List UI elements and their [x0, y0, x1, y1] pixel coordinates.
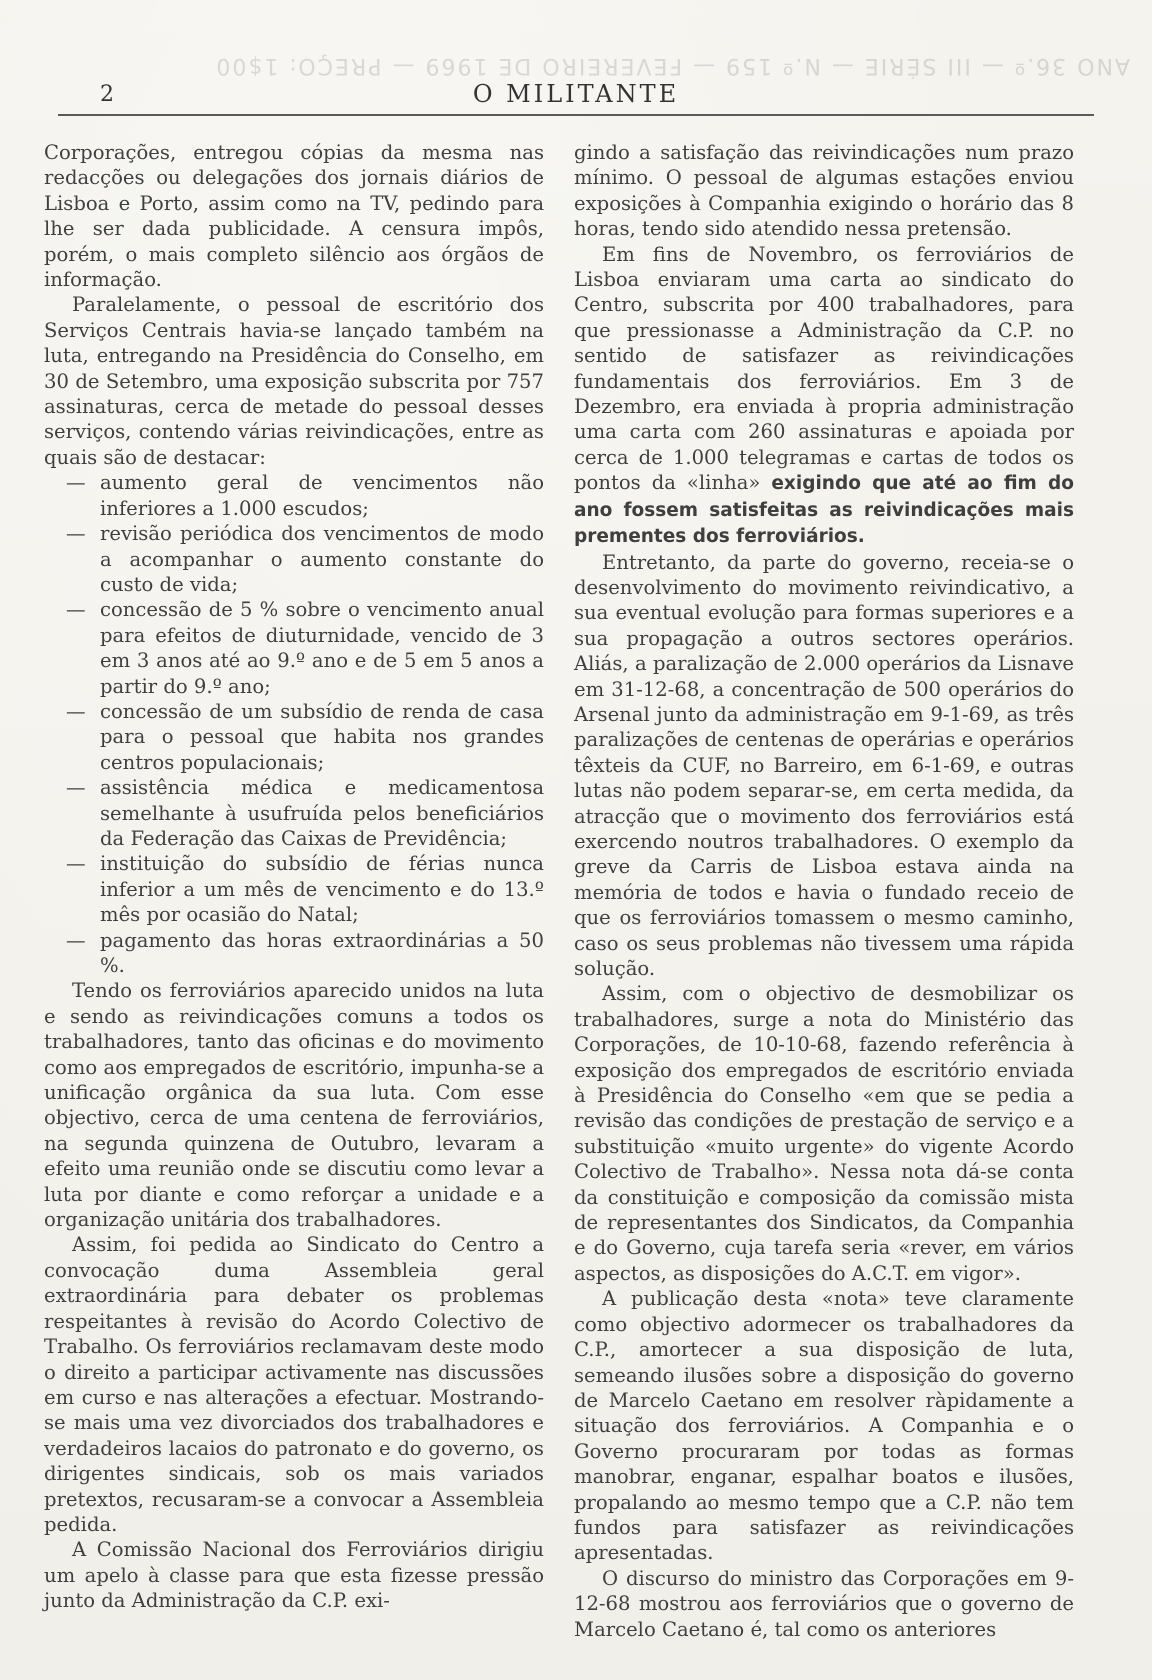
dash-bullet: —	[66, 522, 86, 546]
paragraph: A Comissão Nacional dos Ferroviários dirigiu um apelo à classe para que esta fizesse pressão junto da Administração da C.P. exi-	[44, 1538, 544, 1613]
left-column	[44, 140, 544, 1660]
list-item-text: pagamento das horas extraordinárias a 50 %.	[100, 928, 544, 977]
paragraph	[574, 242, 1074, 550]
paragraph: Assim, com o objectivo de desmobilizar os trabalhadores, surge a nota do Ministério das Corporações, de 10-10-68, fazendo referência à exposição dos empregados de escritório enviada à Presidência do Conselho «em que se pedia a revisão das condições de prestação de serviço e a substituição «muito urgente» do vigente Acordo Colectivo de Trabalho». Nessa nota dá-se conta da constituição e composição da comissão mista de representantes dos Sindicatos, da Companhia e do Governo, cuja tarefa seria «rever, em vários aspectos, as disposições do A.C.T. em vigor».	[574, 982, 1074, 1285]
right-column	[574, 140, 1074, 1660]
masthead-title: O MILITANTE	[472, 80, 680, 108]
page-header	[58, 78, 1094, 112]
list-item-text: assistência médica e medicamentosa semelhante à usufruída pelos beneficiários da Federação das Caixas de Previdência;	[100, 776, 544, 850]
dash-bullet: —	[66, 852, 86, 876]
list-item	[44, 851, 544, 927]
list-item-text: instituição do subsídio de férias nunca inferior a um mês de vencimento e do 13.º mês por ocasião do Natal;	[100, 852, 544, 927]
bold-emphasis-text: exigindo que até ao fim do ano fossem satisfeitas as reivindicações mais prementes dos ferroviários.	[574, 473, 1074, 548]
paragraph: Paralelamente, o pessoal de escritório dos Serviços Centrais havia-se lançado também na luta, entregando na Presidência do Conselho, em 30 de Setembro, uma exposição subscrita por 757 assinaturas, cerca de metade do pessoal desses serviços, contendo várias reivindicações, entre as quais são de destacar:	[44, 293, 544, 469]
page-number: 2	[100, 82, 114, 107]
paragraph: Entretanto, da parte do governo, receia-se o desenvolvimento do movimento reivindicativo, a sua eventual evolução para formas superiores e a sua propagação a outros sectores operários. Aliás, a paralização de 2.000 operários da Lisnave em 31-12-68, a concentração de 500 operários do Arsenal junto da administração em 9-1-69, as três paralizações de centenas de operárias e operários têxteis da CUF, no Barreiro, em 6-1-69, e outras lutas não podem separar-se, em certa medida, da atracção que o movimento dos ferroviários está exercendo noutros trabalhadores. O exemplo da greve da Carris de Lisboa estava ainda na memória de todos e havia o fundado receio de que os ferroviários tomassem o mesmo caminho, caso os seus problemas não tivessem uma rápida solução.	[574, 550, 1074, 980]
list-item	[44, 775, 544, 851]
list-item-text: aumento geral de vencimentos não inferiores a 1.000 escudos;	[100, 471, 544, 520]
list-item-text: revisão periódica dos vencimentos de modo a acompanhar o aumento constante do custo de vida;	[100, 522, 544, 596]
list-item-text: concessão de um subsídio de renda de casa para o pessoal que habita nos grandes centros populacionais;	[100, 699, 544, 774]
dash-bullet: —	[66, 776, 86, 800]
paragraph: Tendo os ferroviários aparecido unidos na luta e sendo as reivindicações comuns a todos os trabalhadores, tanto das oficinas e do movimento como aos empregados de escritório, impunha-se a unificação orgânica da sua luta. Com esse objectivo, cerca de uma centena de ferroviários, na segunda quinzena de Outubro, levaram a efeito uma reunião onde se discutiu como levar a luta por diante e como reforçar a unidade e a organização unitária dos trabalhadores.	[44, 979, 544, 1232]
paragraph: Assim, foi pedida ao Sindicato do Centro a convocação duma Assembleia geral extraordinária para debater os problemas respeitantes à revisão do Acordo Colectivo de Trabalho. Os ferroviários reclamavam deste modo o direito a participar activamente nas discussões em curso e nas alterações a efectuar. Mostrando-se mais uma vez divorciados dos trabalhadores e verdadeiros lacaios do patronato e do governo, os dirigentes sindicais, sob os mais variados pretextos, recusaram-se a convocar a Assembleia pedida.	[44, 1233, 544, 1536]
paragraph: O discurso do ministro das Corporações em 9-12-68 mostrou aos ferroviários que o governo de Marcelo Caetano é, tal como os anteriores	[574, 1566, 1074, 1641]
paragraph: A publicação desta «nota» teve claramente como objectivo adormecer os trabalhadores da C.P., amortecer a sua disposição de luta, semeando ilusões sobre a disposição do governo de Marcelo Caetano em resolver ràpidamente a situação dos ferroviários. A Companhia e o Governo procuraram por todas as formas manobrar, enganar, espalhar boatos e ilusões, propalando ao mesmo tempo que a C.P. não tem fundos para satisfazer as reivindicações apresentadas.	[574, 1287, 1074, 1565]
paragraph-text: Em fins de Novembro, os ferroviários de Lisboa enviaram uma carta ao sindicato do Centro, subscrita por 400 trabalhadores, para que pressionasse a Administração da C.P. no sentido de satisfazer as reivindicações fundamentais dos ferroviários. Em 3 de Dezembro, era enviada à propria administração uma carta com 260 assinaturas e apoiada por cerca de 1.000 telegramas e cartas de todos os pontos da «linha»	[574, 242, 1074, 495]
paragraph: gindo a satisfação das reivindicações num prazo mínimo. O pessoal de algumas estações enviou exposições à Companhia exigindo o horário das 8 horas, tendo sido atendido nessa pretensão.	[574, 141, 1074, 241]
list-item	[44, 699, 544, 775]
paragraph: Corporações, entregou cópias da mesma nas redacções ou delegações dos jornais diários de Lisboa e Porto, assim como na TV, pedindo para lhe ser dada publicidade. A censura impôs, porém, o mais completo silêncio aos órgãos de informação.	[44, 141, 544, 292]
dash-bullet: —	[66, 699, 86, 723]
dash-bullet: —	[66, 928, 86, 952]
list-item-text: concessão de 5 % sobre o vencimento anual para efeitos de diuturnidade, vencido de 3 em 3 anos até ao 9.º ano e de 5 em 5 anos a partir do 9.º ano;	[100, 598, 544, 698]
list-item	[44, 521, 544, 597]
header-rule	[58, 114, 1094, 116]
list-item	[44, 470, 544, 521]
dash-bullet: —	[66, 471, 86, 495]
list-item	[44, 597, 544, 699]
bleed-through-text: ANO 36.º — III SÉRIE — N.º 159 — FEVEREIRO DE 1969 — PREÇO: 1$00	[214, 53, 1130, 78]
dash-bullet: —	[66, 598, 86, 622]
list-item	[44, 928, 544, 979]
